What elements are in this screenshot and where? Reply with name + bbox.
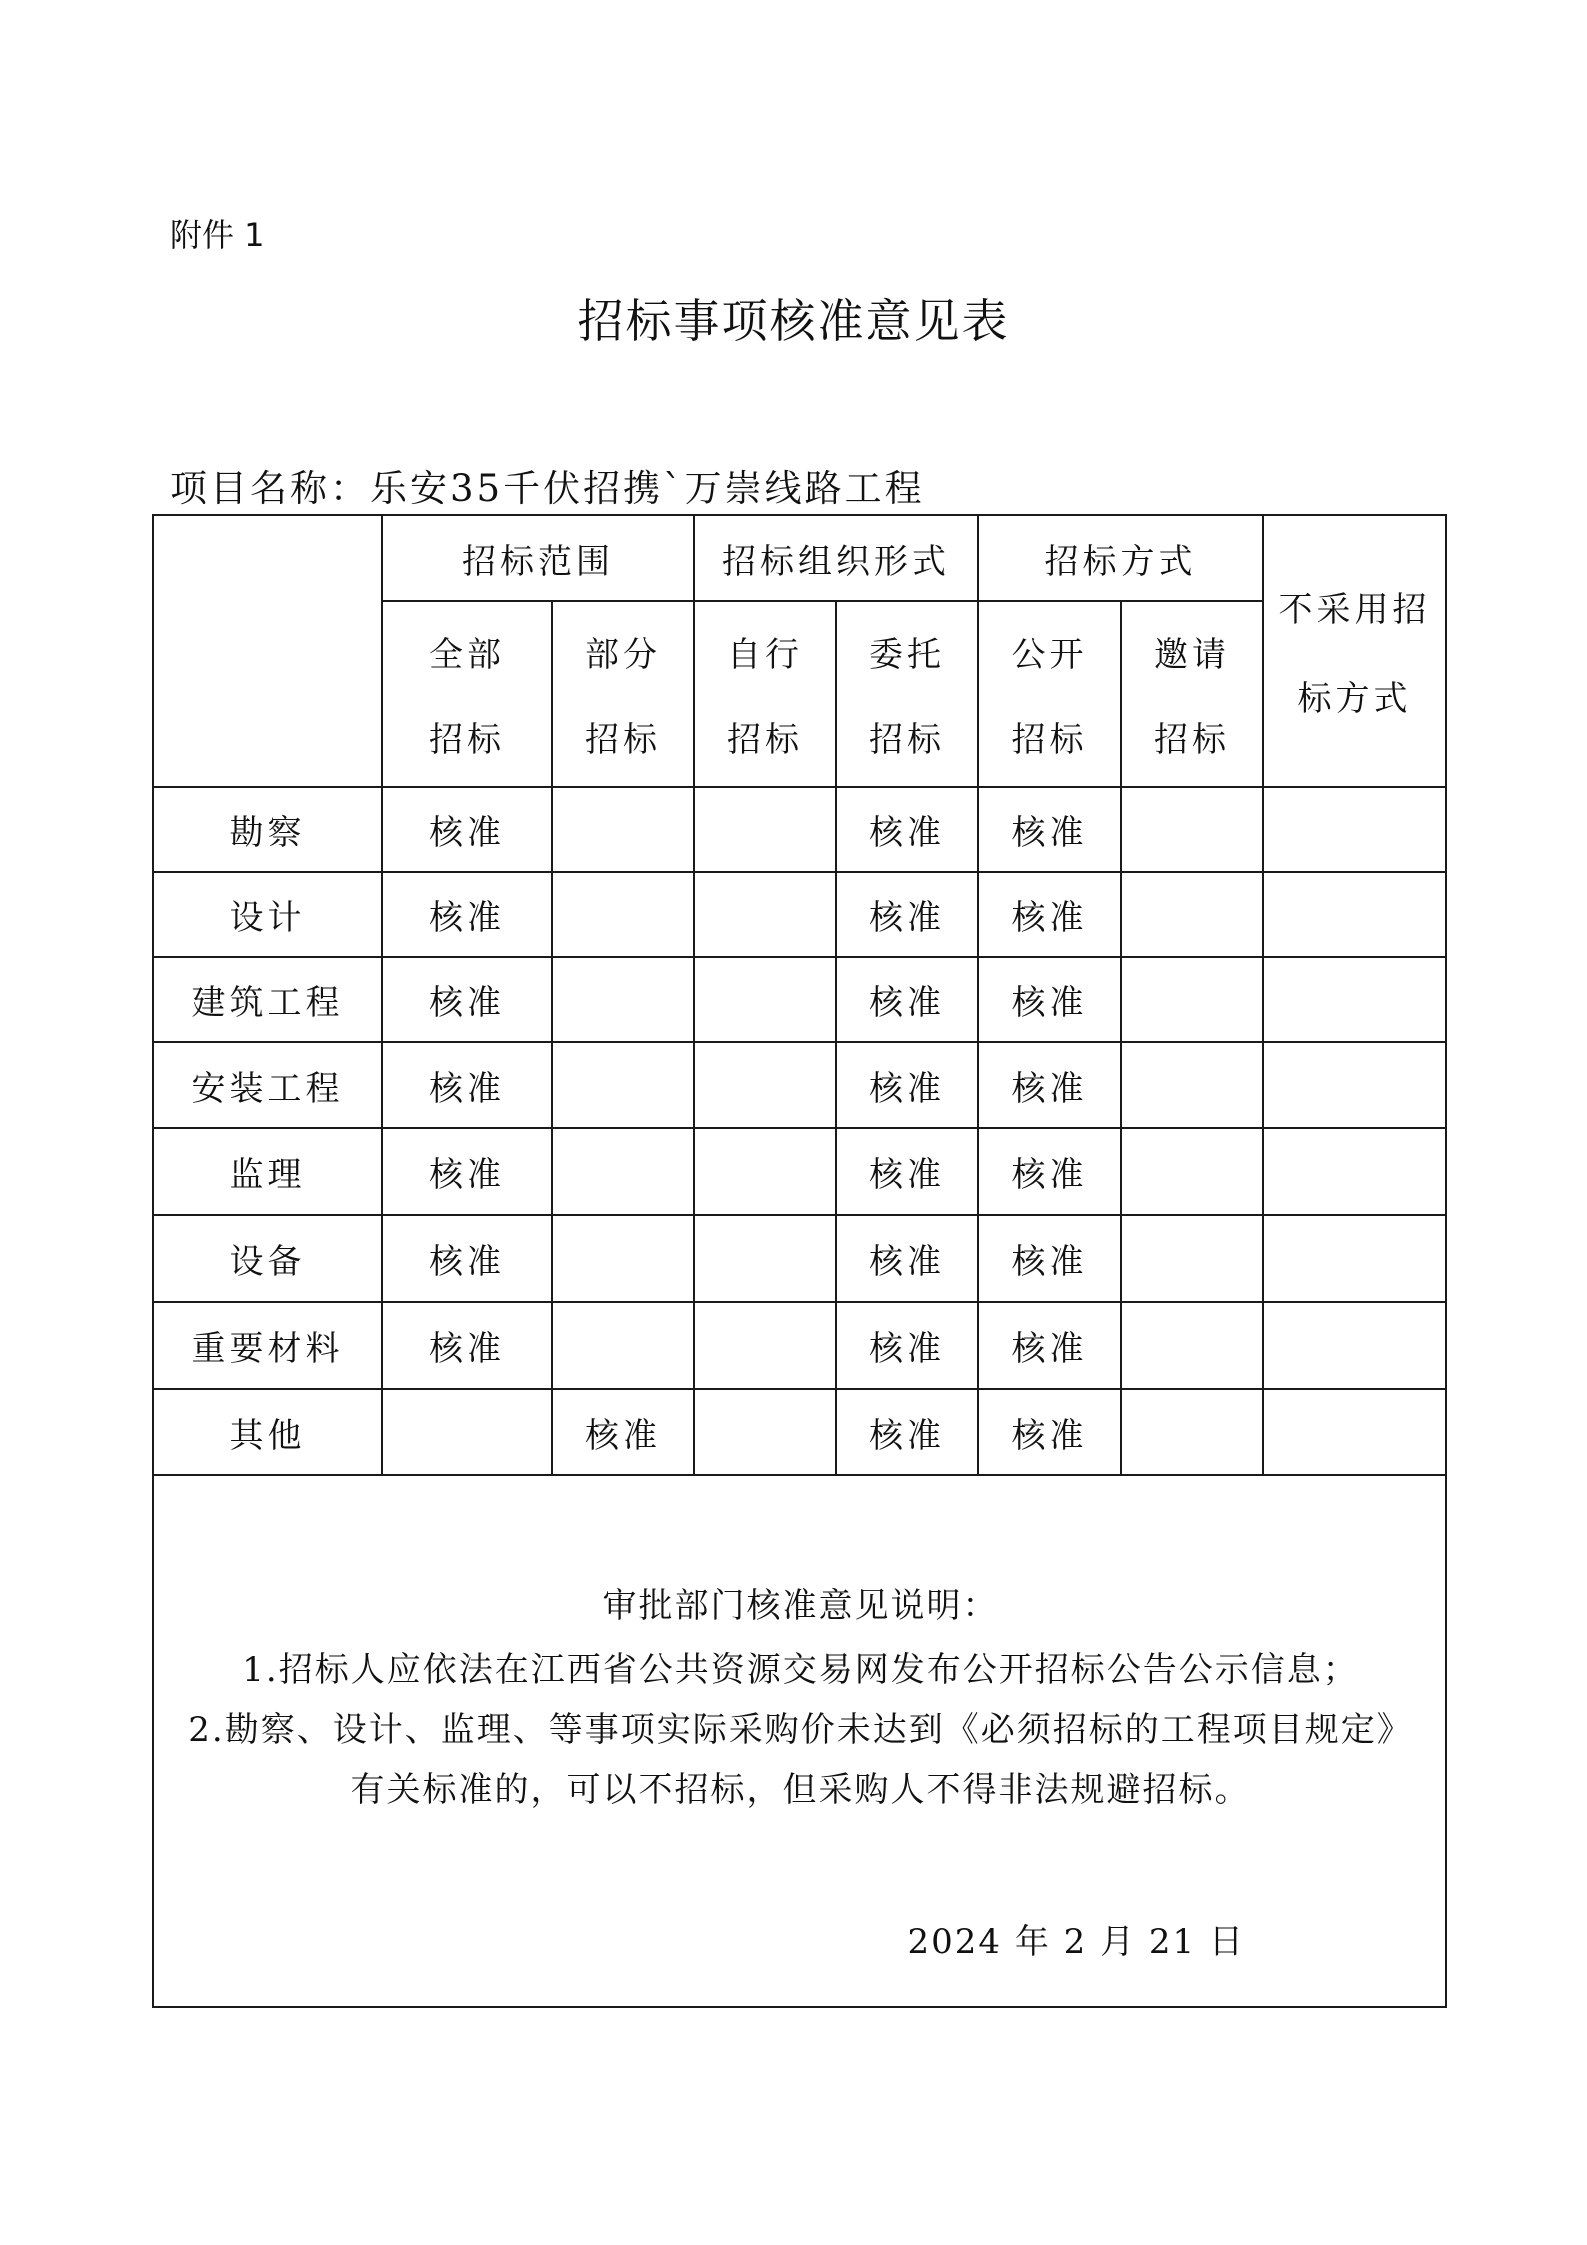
table-cell bbox=[552, 787, 694, 872]
table-row bbox=[153, 872, 1446, 957]
table-cell bbox=[1121, 1128, 1263, 1215]
notes-heading: 审批部门核准意见说明： bbox=[602, 1586, 999, 1626]
notes-item-1: 1.招标人应依法在江西省公共资源交易网发布公开招标公告公示信息； bbox=[242, 1650, 1359, 1690]
table-cell: 核准 bbox=[978, 1128, 1121, 1215]
row-label: 监理 bbox=[153, 1128, 382, 1215]
subheader-self-tender bbox=[694, 601, 836, 787]
table-cell bbox=[552, 1215, 694, 1302]
header-tender-scope: 招标范围 bbox=[382, 515, 694, 601]
table-cell bbox=[1263, 1302, 1446, 1389]
subheader-line: 招标 bbox=[1154, 720, 1230, 760]
table-cell: 核准 bbox=[978, 1042, 1121, 1128]
subheader-entrusted-tender bbox=[836, 601, 978, 787]
table-cell: 核准 bbox=[382, 787, 552, 872]
table-cell bbox=[1263, 1042, 1446, 1128]
subheader-line: 部分 bbox=[585, 635, 661, 675]
table-cell: 核准 bbox=[836, 1128, 978, 1215]
table-cell: 核准 bbox=[382, 1302, 552, 1389]
table-cell: 核准 bbox=[978, 957, 1121, 1042]
approval-date: 2024 年 2 月 21 日 bbox=[907, 1922, 1245, 1962]
table-cell bbox=[552, 957, 694, 1042]
table-cell bbox=[382, 1389, 552, 1475]
subheader-line: 自行 bbox=[727, 635, 803, 675]
row-label: 设备 bbox=[153, 1215, 382, 1302]
header-no-tender-line2: 标方式 bbox=[1297, 679, 1412, 719]
row-label: 勘察 bbox=[153, 787, 382, 872]
table-cell bbox=[552, 872, 694, 957]
subheader-line: 招标 bbox=[585, 720, 661, 760]
row-label: 重要材料 bbox=[153, 1302, 382, 1389]
project-name: 项目名称：乐安35千伏招携`万崇线路工程 bbox=[170, 467, 925, 510]
subheader-line: 公开 bbox=[1011, 635, 1088, 675]
table-cell: 核准 bbox=[978, 872, 1121, 957]
subheader-line: 招标 bbox=[869, 720, 945, 760]
table-cell bbox=[694, 1042, 836, 1128]
table-cell: 核准 bbox=[382, 957, 552, 1042]
table-cell: 核准 bbox=[552, 1389, 694, 1475]
table-row bbox=[153, 1042, 1446, 1128]
table-cell bbox=[1263, 872, 1446, 957]
form-title: 招标事项核准意见表 bbox=[577, 294, 1010, 348]
table-cell: 核准 bbox=[836, 1302, 978, 1389]
row-label: 设计 bbox=[153, 872, 382, 957]
table-cell bbox=[1121, 1215, 1263, 1302]
table-cell: 核准 bbox=[382, 872, 552, 957]
subheader-invited-tender bbox=[1121, 601, 1263, 787]
header-no-tender bbox=[1263, 515, 1446, 787]
header-tender-organization: 招标组织形式 bbox=[694, 515, 978, 601]
table-cell bbox=[694, 1302, 836, 1389]
table-cell: 核准 bbox=[836, 1389, 978, 1475]
table-cell: 核准 bbox=[978, 787, 1121, 872]
subheader-full-tender bbox=[382, 601, 552, 787]
table-row bbox=[153, 957, 1446, 1042]
table-cell bbox=[694, 787, 836, 872]
table-cell bbox=[1263, 1128, 1446, 1215]
table-cell bbox=[1121, 1302, 1263, 1389]
table-cell: 核准 bbox=[836, 1215, 978, 1302]
table-cell: 核准 bbox=[836, 787, 978, 872]
subheader-line: 招标 bbox=[1011, 720, 1088, 760]
subheader-line: 邀请 bbox=[1154, 635, 1230, 675]
table-cell: 核准 bbox=[836, 872, 978, 957]
table-cell bbox=[694, 1215, 836, 1302]
table-cell bbox=[694, 872, 836, 957]
table-cell bbox=[1263, 787, 1446, 872]
table-cell: 核准 bbox=[978, 1215, 1121, 1302]
table-cell bbox=[1121, 957, 1263, 1042]
subheader-line: 招标 bbox=[429, 720, 505, 760]
table-cell bbox=[552, 1128, 694, 1215]
table-cell: 核准 bbox=[382, 1215, 552, 1302]
table-cell bbox=[552, 1302, 694, 1389]
table-cell bbox=[1121, 1389, 1263, 1475]
table-cell bbox=[694, 957, 836, 1042]
header-tender-method: 招标方式 bbox=[978, 515, 1263, 601]
subheader-open-tender bbox=[978, 601, 1121, 787]
table-cell bbox=[694, 1128, 836, 1215]
table-cell bbox=[1121, 872, 1263, 957]
row-label: 其他 bbox=[153, 1389, 382, 1475]
table-row bbox=[153, 1389, 1446, 1475]
notes-item-2: 2.勘察、设计、监理、等事项实际采购价未达到《必须招标的工程项目规定》有关标准的，可以不招标，但采购人不得非法规避招标。 bbox=[188, 1710, 1413, 1810]
subheader-line: 全部 bbox=[429, 635, 505, 675]
table-cell bbox=[1121, 1042, 1263, 1128]
table-cell bbox=[552, 1042, 694, 1128]
table-row bbox=[153, 787, 1446, 872]
table-cell: 核准 bbox=[382, 1042, 552, 1128]
row-label: 建筑工程 bbox=[153, 957, 382, 1042]
table-row bbox=[153, 1302, 1446, 1389]
approval-notes bbox=[154, 1476, 1445, 1820]
table-cell bbox=[1263, 957, 1446, 1042]
header-no-tender-line1: 不采用招 bbox=[1278, 590, 1431, 630]
subheader-partial-tender bbox=[552, 601, 694, 787]
table-cell: 核准 bbox=[978, 1389, 1121, 1475]
row-label: 安装工程 bbox=[153, 1042, 382, 1128]
table-cell: 核准 bbox=[382, 1128, 552, 1215]
table-cell: 核准 bbox=[836, 1042, 978, 1128]
table-cell bbox=[1263, 1389, 1446, 1475]
table-row bbox=[153, 1128, 1446, 1215]
table-cell: 核准 bbox=[836, 957, 978, 1042]
subheader-line: 委托 bbox=[869, 635, 945, 675]
subheader-line: 招标 bbox=[727, 720, 803, 760]
table-cell bbox=[1263, 1215, 1446, 1302]
table-cell bbox=[694, 1389, 836, 1475]
approval-notes-cell bbox=[153, 1475, 1446, 2007]
approval-table bbox=[152, 514, 1447, 2008]
table-cell bbox=[1121, 787, 1263, 872]
table-cell: 核准 bbox=[978, 1302, 1121, 1389]
corner-cell bbox=[153, 515, 382, 787]
table-row bbox=[153, 1215, 1446, 1302]
attachment-label: 附件 1 bbox=[170, 216, 265, 254]
